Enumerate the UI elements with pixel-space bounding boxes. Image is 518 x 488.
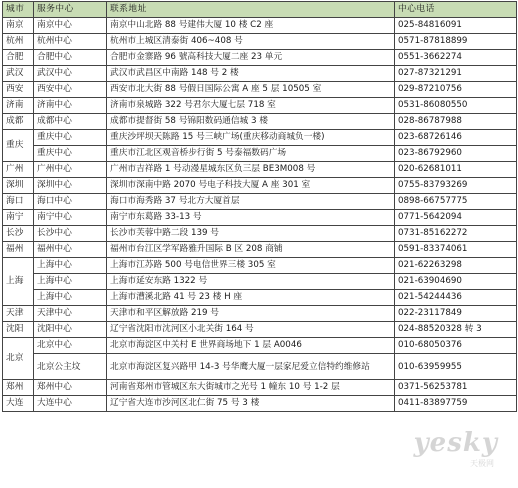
cell-phone: 023-86792960 (395, 146, 517, 162)
header-center: 服务中心 (34, 2, 107, 18)
cell-center: 上海中心 (34, 274, 107, 290)
cell-address: 重庆市江北区观音桥步行街 5 号泰福数码广场 (107, 146, 395, 162)
cell-phone: 0531-86080550 (395, 98, 517, 114)
table-row (3, 306, 517, 322)
cell-address: 福州市台江区学军路雅升国际 B 区 208 商铺 (107, 242, 395, 258)
cell-center: 武汉中心 (34, 66, 107, 82)
cell-address: 合肥市金寨路 96 號高科技大厦二座 23 单元 (107, 50, 395, 66)
header-address: 联系地址 (107, 2, 395, 18)
table-row (3, 396, 517, 412)
table-row (3, 226, 517, 242)
cell-phone: 010-68050376 (395, 338, 517, 354)
cell-address: 成都市提督街 58 号锦阳数码通信城 3 楼 (107, 114, 395, 130)
table-row (3, 380, 517, 396)
cell-city: 长沙 (3, 226, 34, 242)
cell-center: 福州中心 (34, 242, 107, 258)
cell-city: 广州 (3, 162, 34, 178)
table-row (3, 34, 517, 50)
cell-center: 上海中心 (34, 290, 107, 306)
cell-address: 辽宁省沈阳市沈河区小北关街 164 号 (107, 322, 395, 338)
header-phone: 中心电话 (395, 2, 517, 18)
cell-center: 广州中心 (34, 162, 107, 178)
cell-address: 南宁市东葛路 33-13 号 (107, 210, 395, 226)
cell-center: 成都中心 (34, 114, 107, 130)
cell-city: 郑州 (3, 380, 34, 396)
cell-city: 大连 (3, 396, 34, 412)
table-row (3, 130, 517, 146)
cell-address: 西安市北大街 88 号假日国际公寓 A 座 5 层 10505 室 (107, 82, 395, 98)
cell-address: 天津市和平区解放路 219 号 (107, 306, 395, 322)
service-center-table-wrapper (2, 1, 516, 412)
cell-center: 杭州中心 (34, 34, 107, 50)
table-row (3, 194, 517, 210)
table-row (3, 242, 517, 258)
cell-center: 大连中心 (34, 396, 107, 412)
cell-phone: 0731-85162272 (395, 226, 517, 242)
cell-city: 武汉 (3, 66, 34, 82)
cell-center: 济南中心 (34, 98, 107, 114)
cell-phone: 0411-83897759 (395, 396, 517, 412)
table-row (3, 338, 517, 354)
cell-phone: 022-23117849 (395, 306, 517, 322)
cell-city: 南宁 (3, 210, 34, 226)
cell-city: 天津 (3, 306, 34, 322)
header-city: 城市 (3, 2, 34, 18)
cell-phone: 0551-3662274 (395, 50, 517, 66)
service-center-table (2, 1, 517, 412)
cell-center: 重庆中心 (34, 146, 107, 162)
cell-phone: 028-86787988 (395, 114, 517, 130)
cell-center: 南京中心 (34, 18, 107, 34)
cell-center: 深圳中心 (34, 178, 107, 194)
watermark-subtitle: 天极网 (470, 459, 494, 468)
cell-city: 海口 (3, 194, 34, 210)
cell-center: 海口中心 (34, 194, 107, 210)
cell-center: 沈阳中心 (34, 322, 107, 338)
cell-phone: 0571-87818899 (395, 34, 517, 50)
watermark-logo: yesky (413, 428, 498, 458)
table-row (3, 290, 517, 306)
table-row (3, 18, 517, 34)
table-row (3, 146, 517, 162)
cell-phone: 021-54244436 (395, 290, 517, 306)
cell-phone: 023-68726146 (395, 130, 517, 146)
cell-phone: 0755-83793269 (395, 178, 517, 194)
cell-phone: 021-63904690 (395, 274, 517, 290)
table-row (3, 66, 517, 82)
table-row (3, 50, 517, 66)
cell-phone: 0771-5642094 (395, 210, 517, 226)
cell-city: 南京 (3, 18, 34, 34)
cell-address: 深圳市深南中路 2070 号电子科技大厦 A 座 301 室 (107, 178, 395, 194)
cell-phone: 0591-83374061 (395, 242, 517, 258)
cell-address: 重庆沙坪坝天陈路 15 号三峡广场(重庆移动商城负一楼) (107, 130, 395, 146)
cell-center: 上海中心 (34, 258, 107, 274)
cell-city: 上海 (3, 258, 34, 306)
table-row (3, 114, 517, 130)
cell-address: 广州市吉祥路 1 号动漫星城东区负三层 BE3M008 号 (107, 162, 395, 178)
cell-address: 辽宁省大连市沙河区北仁街 75 号 3 楼 (107, 396, 395, 412)
cell-center: 天津中心 (34, 306, 107, 322)
cell-center: 西安中心 (34, 82, 107, 98)
cell-phone: 027-87321291 (395, 66, 517, 82)
cell-address: 杭州市上城区清泰街 406~408 号 (107, 34, 395, 50)
cell-center: 北京中心 (34, 338, 107, 354)
cell-city: 北京 (3, 338, 34, 380)
cell-phone: 0898-66757775 (395, 194, 517, 210)
cell-address: 南京中山北路 88 号建伟大厦 10 楼 C2 座 (107, 18, 395, 34)
cell-phone: 029-87210756 (395, 82, 517, 98)
cell-phone: 024-88520328 转 3 (395, 322, 517, 338)
cell-city: 成都 (3, 114, 34, 130)
cell-address: 上海市江苏路 500 号电信世界三楼 305 室 (107, 258, 395, 274)
cell-address: 济南市泉城路 322 号君尔大厦七层 718 室 (107, 98, 395, 114)
table-row (3, 210, 517, 226)
cell-phone: 025-84816091 (395, 18, 517, 34)
cell-address: 长沙市芙蓉中路二段 139 号 (107, 226, 395, 242)
cell-phone: 0371-56253781 (395, 380, 517, 396)
table-row (3, 354, 517, 380)
cell-city: 沈阳 (3, 322, 34, 338)
watermark (380, 428, 510, 468)
cell-city: 福州 (3, 242, 34, 258)
cell-phone: 021-62263298 (395, 258, 517, 274)
cell-address: 武汉市武昌区中南路 148 号 2 楼 (107, 66, 395, 82)
table-row (3, 258, 517, 274)
cell-center: 长沙中心 (34, 226, 107, 242)
table-row (3, 162, 517, 178)
table-row (3, 322, 517, 338)
cell-city: 重庆 (3, 130, 34, 162)
cell-phone: 010-63959955 (395, 354, 517, 380)
cell-address: 海口市海秀路 37 号北方大厦首层 (107, 194, 395, 210)
cell-center: 郑州中心 (34, 380, 107, 396)
cell-center: 南宁中心 (34, 210, 107, 226)
cell-city: 深圳 (3, 178, 34, 194)
cell-center: 合肥中心 (34, 50, 107, 66)
table-header-row (3, 2, 517, 18)
cell-city: 济南 (3, 98, 34, 114)
cell-address: 北京市海淀区中关村 E 世界商场地下 1 层 A0046 (107, 338, 395, 354)
cell-city: 杭州 (3, 34, 34, 50)
table-row (3, 82, 517, 98)
table-row (3, 178, 517, 194)
cell-center: 重庆中心 (34, 130, 107, 146)
table-row (3, 274, 517, 290)
cell-city: 西安 (3, 82, 34, 98)
cell-center: 北京公主坟 (34, 354, 107, 380)
table-row (3, 98, 517, 114)
cell-address: 上海市延安东路 1322 号 (107, 274, 395, 290)
cell-phone: 020-62681011 (395, 162, 517, 178)
cell-address: 河南省郑州市管城区东大街城市之光号 1 幢东 10 号 1-2 层 (107, 380, 395, 396)
cell-address: 上海市漕溪北路 41 号 23 楼 H 座 (107, 290, 395, 306)
cell-city: 合肥 (3, 50, 34, 66)
cell-address: 北京市海淀区复兴路甲 14-3 号华鹰大厦一层家尼爱立信特约维修站 (107, 354, 395, 380)
